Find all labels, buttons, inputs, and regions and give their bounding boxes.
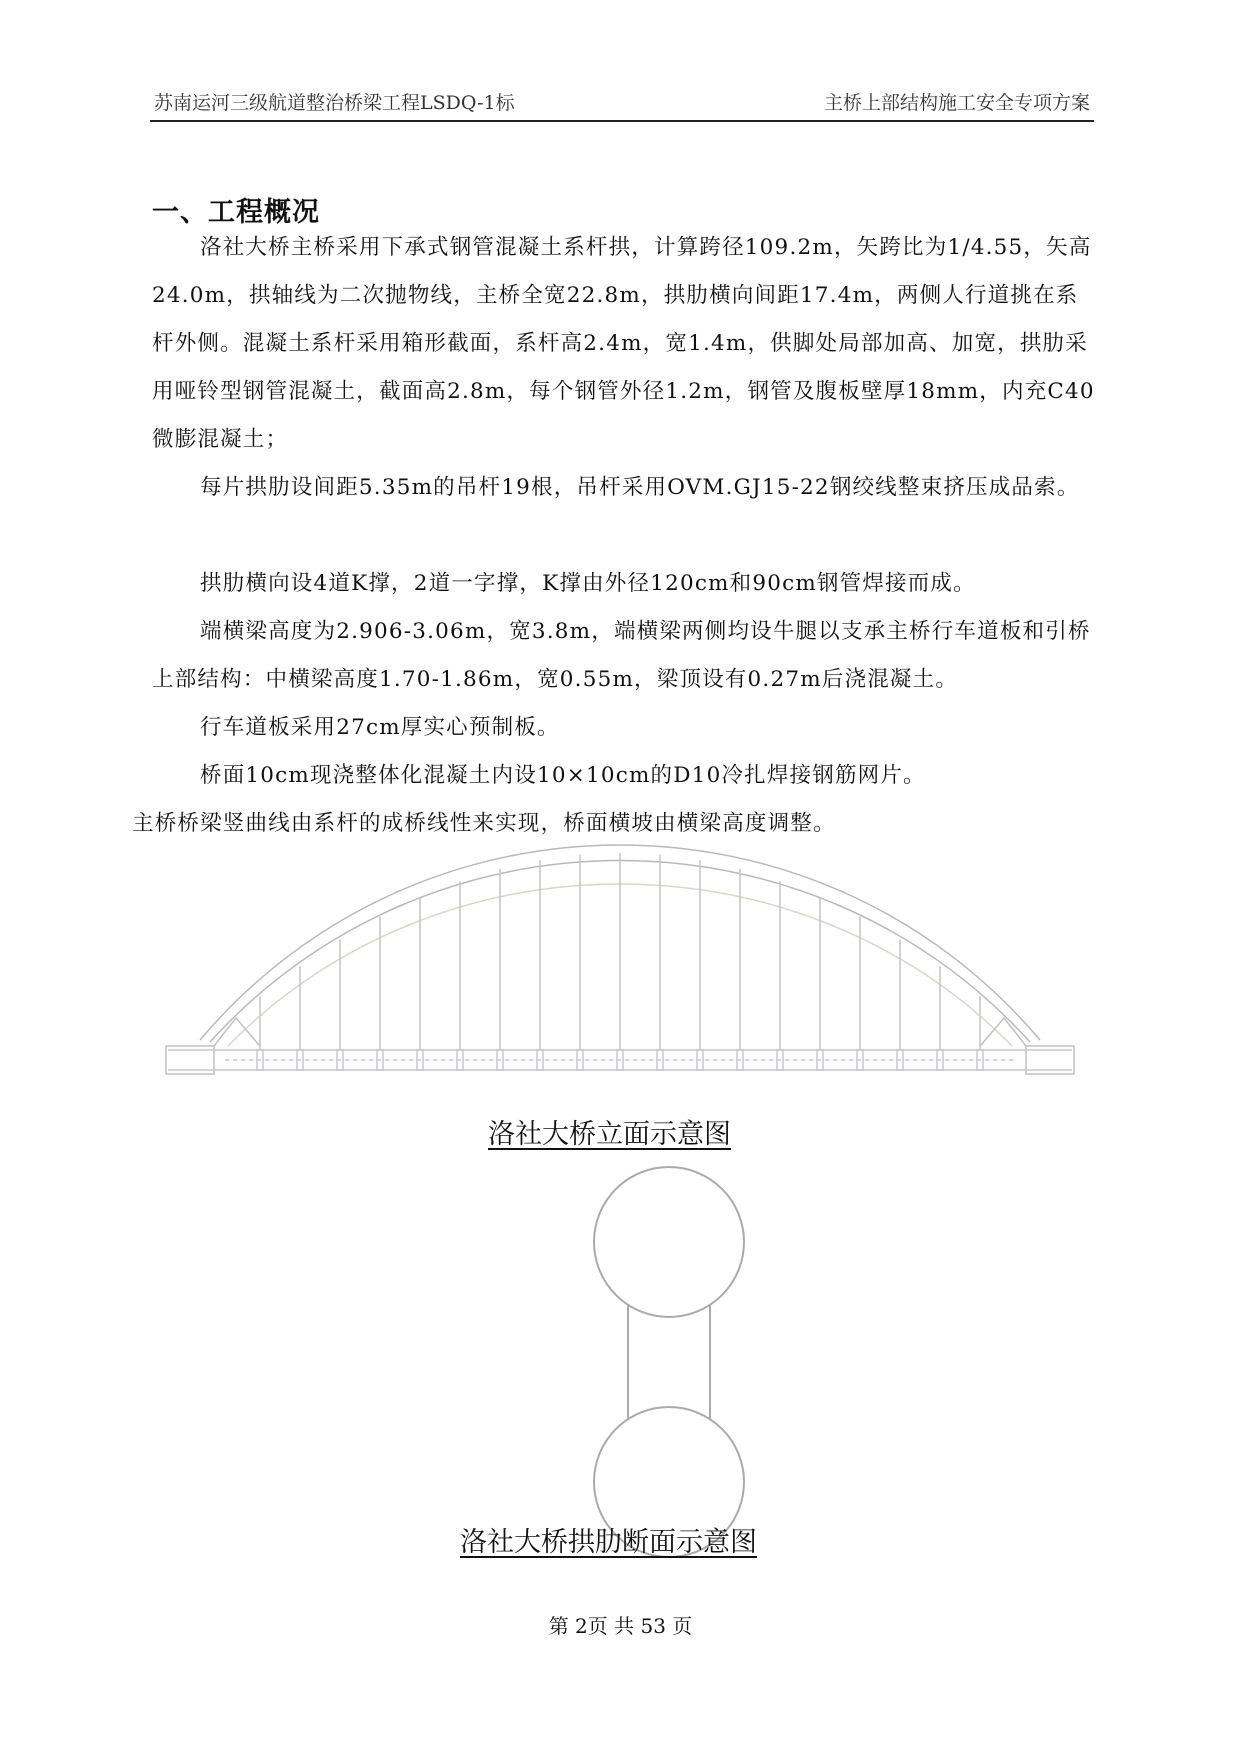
cross-beam-mark xyxy=(737,1050,743,1070)
cross-beam-mark xyxy=(337,1050,343,1070)
cross-beam-mark xyxy=(857,1050,863,1070)
cross-beam-mark xyxy=(897,1050,903,1070)
cross-beam-mark xyxy=(577,1050,583,1070)
cross-beam-mark xyxy=(617,1050,623,1070)
paragraph-k-braces: 拱肋横向设4道K撑，2道一字撑，K撑由外径120cm和90cm钢管焊接而成。 xyxy=(200,571,976,596)
cross-beam-mark xyxy=(377,1050,383,1070)
paragraph-hangers: 每片拱肋设间距5.35m的吊杆19根，吊杆采用OVM.GJ15-22钢绞线整束挤压成品索。 xyxy=(200,475,1080,500)
paragraph-overview: 洛社大桥主桥采用下承式钢管混凝土系杆拱，计算跨径109.2m，矢跨比为1/4.55，矢高24.0m，拱轴线为二次抛物线，主桥全宽22.8m，拱肋横向间距17.4m，两侧人行道挑在系杆外侧。混凝土系杆采用箱形截面，系杆高2.4m，宽1.4m，供脚处局部加高、加宽，拱肋采用哑铃型钢管混凝土，截面高2.8m，每个钢管外径1.2m，钢管及腹板壁厚18mm，内充C40微膨混凝土； xyxy=(152,235,1095,452)
cross-beam-mark xyxy=(697,1050,703,1070)
cross-beam-mark xyxy=(937,1050,943,1070)
cross-beam-mark xyxy=(817,1050,823,1070)
tie-beam xyxy=(168,1050,1072,1070)
cross-beam-mark xyxy=(657,1050,663,1070)
arch-rib xyxy=(200,845,1040,1046)
section-heading: 一、工程概况 xyxy=(152,197,320,228)
page-header xyxy=(150,86,1094,122)
page-number: 第 2页 共 53 页 xyxy=(548,1614,693,1638)
header-document-title: 主桥上部结构施工安全专项方案 xyxy=(823,92,1090,114)
cross-beam-mark xyxy=(297,1050,303,1070)
header-project-name: 苏南运河三级航道整治桥梁工程LSDQ-1标 xyxy=(154,92,515,114)
upper-steel-tube xyxy=(594,1167,744,1317)
paragraph-deck-slab: 行车道板采用27cm厚实心预制板。 xyxy=(200,715,560,740)
hanger-rods xyxy=(257,853,983,1070)
cross-beam-mark xyxy=(417,1050,423,1070)
cross-beam-mark xyxy=(257,1050,263,1070)
cross-beam-mark xyxy=(777,1050,783,1070)
cross-beam-mark xyxy=(497,1050,503,1070)
elevation-caption: 洛社大桥立面示意图 xyxy=(488,1119,731,1150)
paragraph-cross-beams: 端横梁高度为2.906-3.06m，宽3.8m，端横梁两侧均设牛腿以支承主桥行车道板和引桥上部结构：中横梁高度1.70-1.86m，宽0.55m，梁顶设有0.27m后浇混凝土。 xyxy=(152,619,1091,692)
cross-beam-mark xyxy=(457,1050,463,1070)
end-blocks xyxy=(166,1018,1074,1074)
paragraph-vertical-curve: 主桥桥梁竖曲线由系杆的成桥线性来实现，桥面横坡由横梁高度调整。 xyxy=(132,811,836,836)
paragraph-deck-concrete: 桥面10cm现浇整体化混凝土内设10×10cm的D10冷扎焊接钢筋网片。 xyxy=(200,763,926,788)
cross-beam-mark xyxy=(537,1050,543,1070)
cross-beam-mark xyxy=(977,1050,983,1070)
section-caption: 洛社大桥拱肋断面示意图 xyxy=(460,1527,757,1558)
arch-rib-section-drawing xyxy=(552,1162,792,1572)
